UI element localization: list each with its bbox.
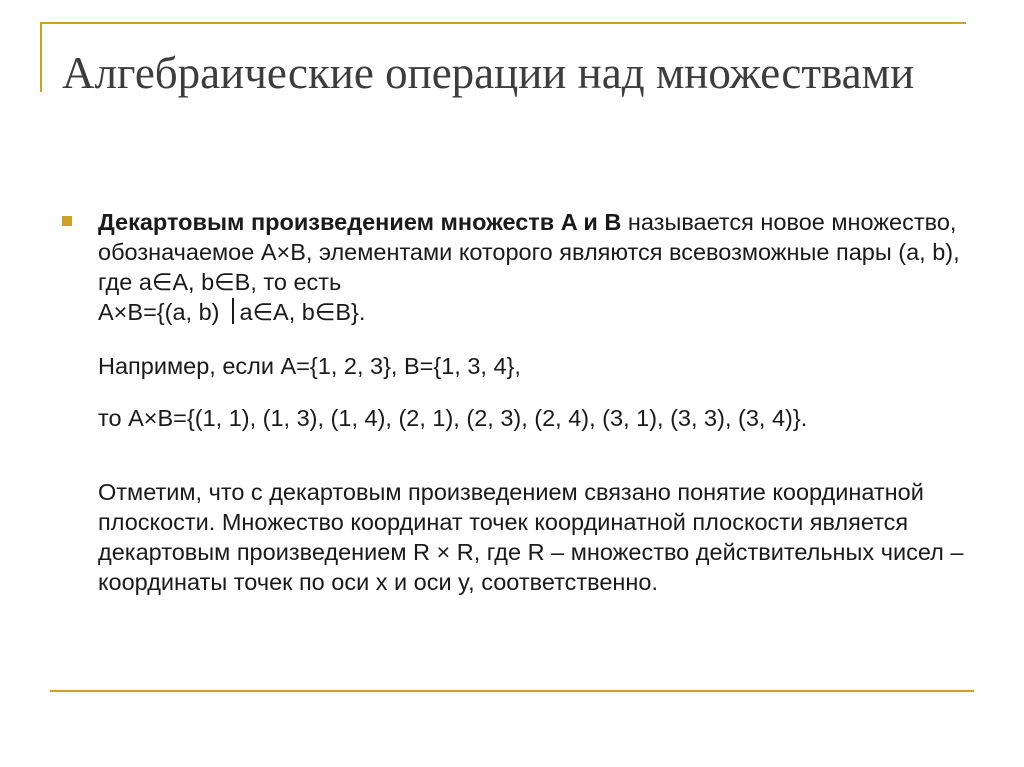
such-that-bar (232, 298, 234, 324)
bottom-rule (50, 690, 974, 692)
definition-term: Декартовым произведением множеств A и B (98, 209, 622, 235)
definition-text: называется новое множество, обозначаемое A×B, элементами которого являются всевозможные пары (a, b), где a∈A, b∈B, то есть (98, 209, 960, 295)
example-line-1: Например, если A={1, 2, 3}, B={1, 3, 4}, (98, 353, 521, 379)
formula-left: A×B={(a, b) (98, 299, 220, 325)
left-rule (40, 22, 42, 92)
definition-paragraph (98, 207, 972, 327)
square-bullet-icon (62, 216, 72, 226)
slide-content (62, 207, 972, 597)
bullet-item (62, 207, 972, 597)
example-line-2: то A×B={(1, 1), (1, 3), (1, 4), (2, 1), (2, 3), (2, 4), (3, 1), (3, 3), (3, 4)}. (98, 405, 808, 431)
top-rule (40, 22, 966, 24)
note-paragraph: Отметим, что с декартовым произведением связано понятие координатной плоскости. Множество координат точек координатной плоскости является декартовым произведением R × R, где R – множество действительных чисел – координаты точек по оси x и оси y, соответственно. (98, 479, 964, 595)
formula-right: a∈A, b∈B}. (239, 299, 366, 325)
slide-title: Алгебраические операции над множествами (62, 48, 915, 98)
